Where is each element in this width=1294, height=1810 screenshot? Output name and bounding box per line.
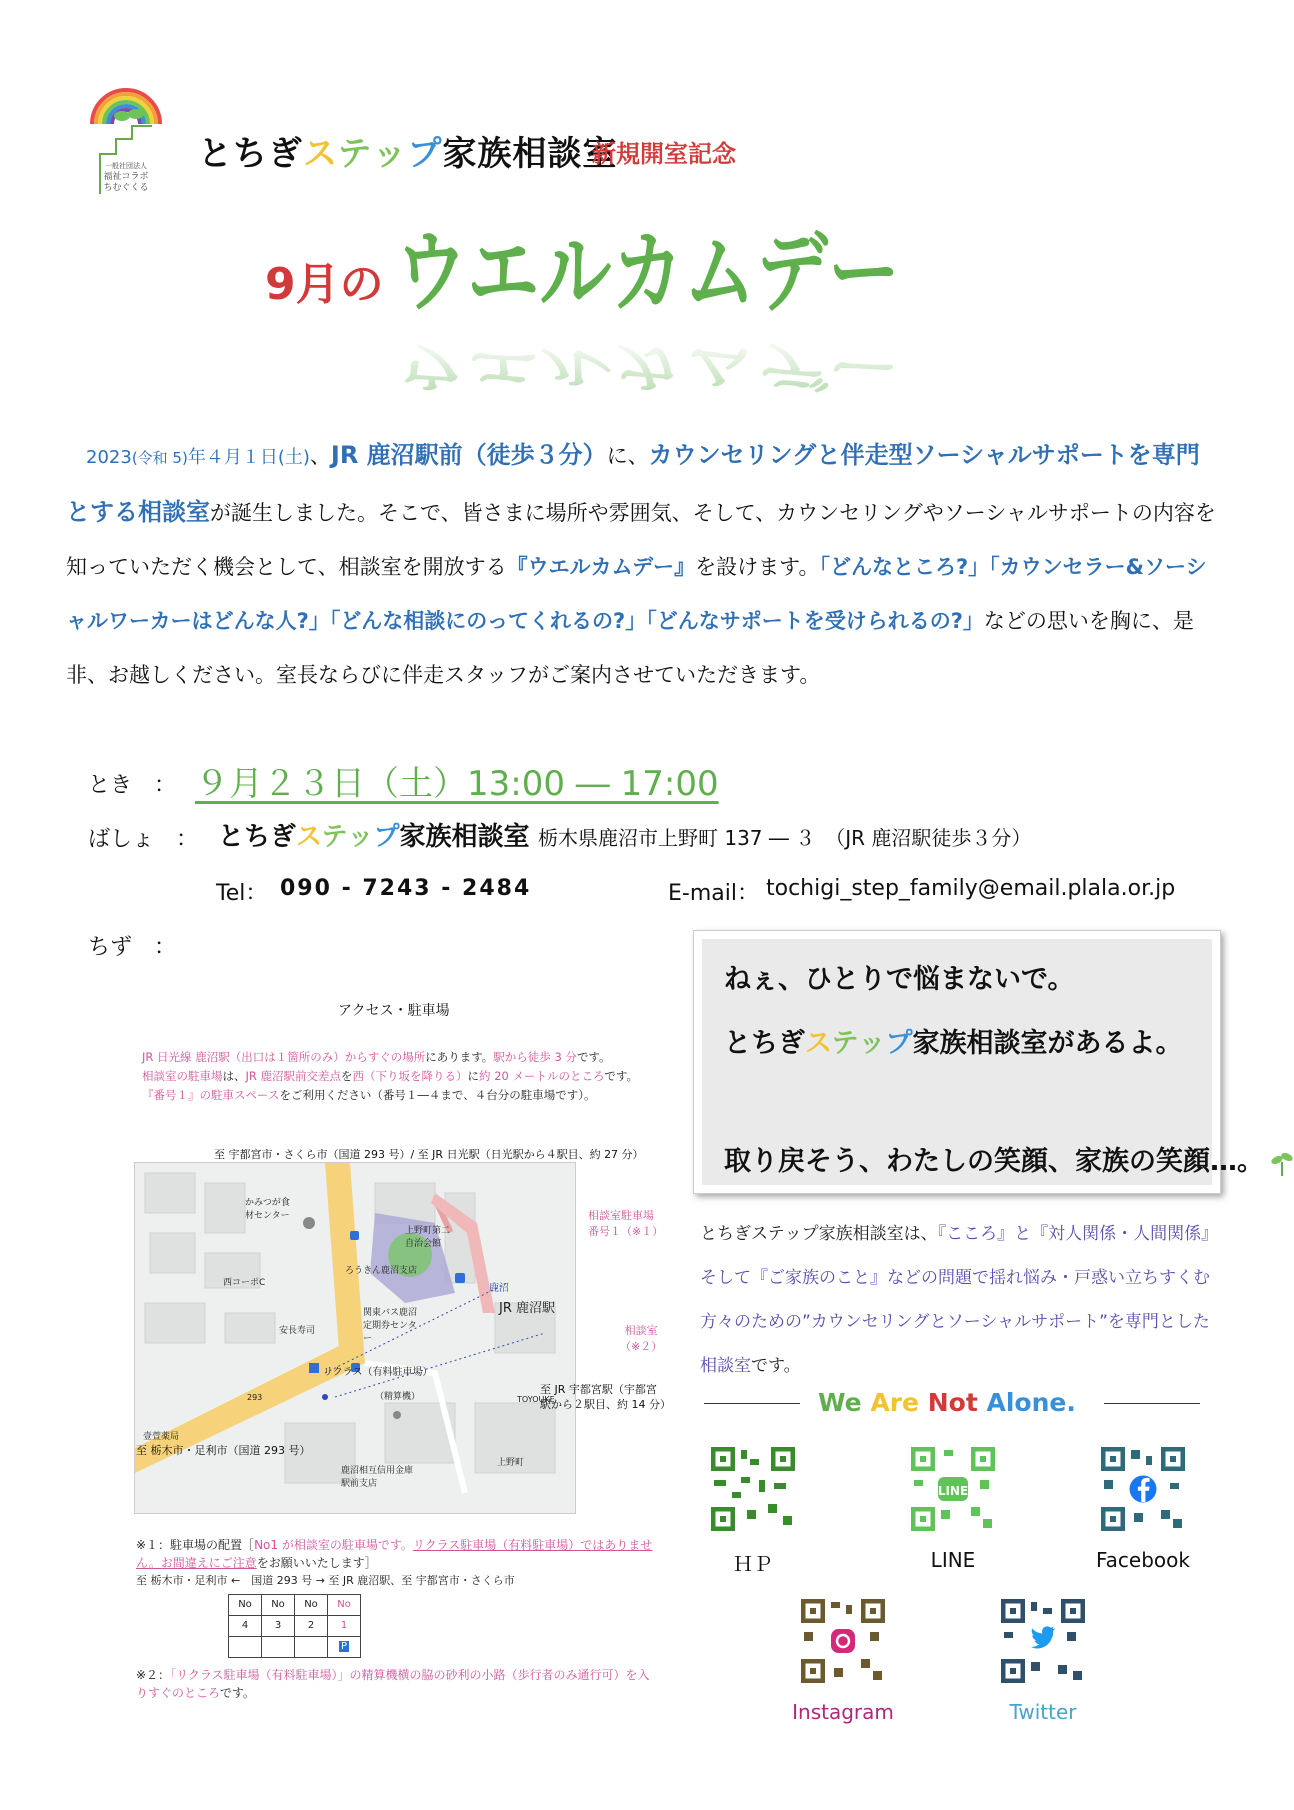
org-logo <box>86 84 168 196</box>
month-label: 9月の <box>265 259 384 310</box>
map-label-yasunaga: 安長寿司 <box>279 1326 316 1336</box>
map-callout-office: 相談室 （※２） <box>620 1324 663 1353</box>
map-label-seisan: （精算機） <box>375 1392 421 1402</box>
welcome-title <box>395 205 905 397</box>
qr-line[interactable] <box>908 1444 998 1538</box>
map-label-nishi: 西コーポC <box>223 1278 266 1288</box>
qr-label-hp[interactable]: ＨＰ <box>733 1552 773 1576</box>
svg-text:福祉コラボ: 福祉コラボ <box>103 172 149 182</box>
org-title: とちぎステップ家族相談室 <box>198 134 618 174</box>
qr-label-twitter[interactable]: Twitter <box>1009 1700 1077 1724</box>
map-label-toyouke: TOYOUKE <box>517 1395 555 1404</box>
map-callout-utsunomiya: 至 JR 宇都宮駅（宇都宮 駅から２駅目、約 14 分） <box>540 1383 671 1411</box>
access-text: JR 日光線 鹿沼駅（出口は１箇所のみ）からすぐの場所にあります。駅から徒歩 3 分です。 相談室の駐車場は、JR 鹿沼駅前交差点を西（下り坂を降りる）に約 20 メートルのところです。 『番号１』の駐車スペースをご利用ください（番号１―４まで、４台分の駐車場です）。 <box>142 1050 638 1102</box>
map-label-rokin: ろうきん鹿沼支店 <box>345 1266 418 1276</box>
map-label-recruit: リクラス（有料駐車場） <box>323 1367 433 1378</box>
qr-hp-icon <box>708 1444 798 1534</box>
map-label-uenocho: 上野町 <box>497 1458 525 1468</box>
when-label: とき ： <box>88 773 177 798</box>
address: 栃木県鹿沼市上野町 137 ― ３ （JR 鹿沼駅徒歩３分） <box>538 826 1032 850</box>
map-label-route293: 293 <box>247 1393 263 1402</box>
qr-label-facebook[interactable]: Facebook <box>1096 1548 1190 1572</box>
svg-text:ちむぐくる: ちむぐくる <box>103 183 149 193</box>
map-label-kamitsu: かみつが食材センター <box>245 1198 290 1221</box>
qr-facebook-icon <box>1098 1444 1188 1534</box>
map-label-uenomachi: 上野町第二自治会館 <box>405 1226 451 1249</box>
tel-label: Tel： <box>216 881 268 906</box>
svg-text:ウエルカムデー: ウエルカムデー <box>395 221 900 324</box>
svg-text:ウエルカムデー: ウエルカムデー <box>395 335 900 397</box>
map-callout-ashikaga: 至 栃木市・足利市（国道 293 号） <box>136 1444 311 1457</box>
map-label-station-short: 鹿沼 <box>489 1283 509 1294</box>
when-value: ９月２３日（土）13:00 ― 17:00 <box>195 764 719 804</box>
office-description: とちぎステップ家族相談室は、『こころ』と『対人関係・人間関係』そして『ご家族のこと』などの問題で揺れ悩み・戸惑い立ちすくむ方々のための”カウンセリングとソーシャルサポート”を専門とした相談室です。 <box>700 1224 1219 1376</box>
map-label-kanto: 関東バス鹿沼定期券センター <box>363 1308 418 1344</box>
map-label-station: JR 鹿沼駅 <box>499 1301 555 1316</box>
map-label-shinkin: 鹿沼相互信用金庫駅前支店 <box>341 1466 414 1489</box>
qr-line-icon <box>908 1444 998 1534</box>
map-callout-parking: 相談室駐車場 番号１（※１） <box>588 1209 664 1238</box>
svg-text:LINE: LINE <box>937 1484 969 1498</box>
qr-label-instagram[interactable]: Instagram <box>792 1700 894 1724</box>
access-map <box>134 1162 576 1514</box>
qr-hp[interactable] <box>708 1444 798 1538</box>
place-name: とちぎステップ家族相談室 <box>218 822 530 852</box>
parking-notes: ※１：駐車場の配置［No1 が相談室の駐車場です。リクラス駐車場（有料駐車場）ではありません。お間違えにご注意をお願いいたします］ 至 栃木市・足利市 ← 国道 293 号 → 至 JR 鹿沼駅、至 宇都宮市・さくら市 No No No No 4 3 2 1 P ※２：「リクラス駐車場（有料駐車場）」の精算機横の脇の砂利の小路（歩行者のみ通行可）を入りすぐのところです。 <box>136 1538 653 1700</box>
callout-line-2: とちぎステップ家族相談室があるよ。 <box>724 1028 1183 1059</box>
qr-instagram[interactable] <box>798 1596 888 1690</box>
qr-twitter-icon <box>998 1596 1088 1686</box>
callout-line-3: 取り戻そう、わたしの笑顔、家族の笑顔…。 <box>724 1139 1294 1178</box>
map-label: ちず ： <box>88 935 177 960</box>
message-callout <box>693 930 1264 1194</box>
slogan-rule-left <box>704 1403 800 1404</box>
opening-badge: 新規開室記念 <box>592 140 736 168</box>
slogan-rule-right <box>1104 1403 1200 1404</box>
place-label: ばしょ ： <box>88 827 199 852</box>
sprout-icon <box>1270 1150 1294 1176</box>
slogan: We Are Not Alone. <box>818 1388 1076 1417</box>
parking-layout-table: No No No No 4 3 2 1 P <box>228 1594 361 1658</box>
qr-instagram-icon <box>798 1596 888 1686</box>
qr-label-line[interactable]: LINE <box>930 1548 976 1572</box>
intro-paragraph: 2023(令和 5)年４月１日(土)、JR 鹿沼駅前（徒歩３分）に、カウンセリングと伴走型ソーシャルサポートを専門とする相談室が誕生しました。そこで、皆さまに場所や雰囲気、そして、カウンセリングやソーシャルサポートの内容を知っていただく機会として、相談室を開放する『ウエルカムデー』を設けます。「どんなところ?」「カウンセラー&ソーシャルワーカーはどんな人?」「どんな相談にのってくれるの?」「どんなサポートを受けられるの?」などの思いを胸に、是非、お越しください。室長ならびに伴走スタッフがご案内させていただきます。 <box>66 441 1216 687</box>
svg-text:一般社団法人: 一般社団法人 <box>105 162 147 170</box>
qr-twitter[interactable] <box>998 1596 1088 1690</box>
callout-line-1: ねぇ、ひとりで悩まないで。 <box>724 964 1075 995</box>
tel-number[interactable]: 090 - 7243 - 2484 <box>280 876 532 901</box>
email-label: E-mail： <box>668 881 759 906</box>
map-title: アクセス・駐車場 <box>338 1003 450 1019</box>
map-label-yakkyoku: 壹萱薬局 <box>143 1432 180 1442</box>
map-top-route: 至 宇都宮市・さくら市（国道 293 号）/ 至 JR 日光駅（日光駅から４駅目、約 27 分） <box>214 1148 644 1161</box>
qr-facebook[interactable] <box>1098 1444 1188 1538</box>
email-address[interactable]: tochigi_step_family@email.plala.or.jp <box>766 876 1176 901</box>
